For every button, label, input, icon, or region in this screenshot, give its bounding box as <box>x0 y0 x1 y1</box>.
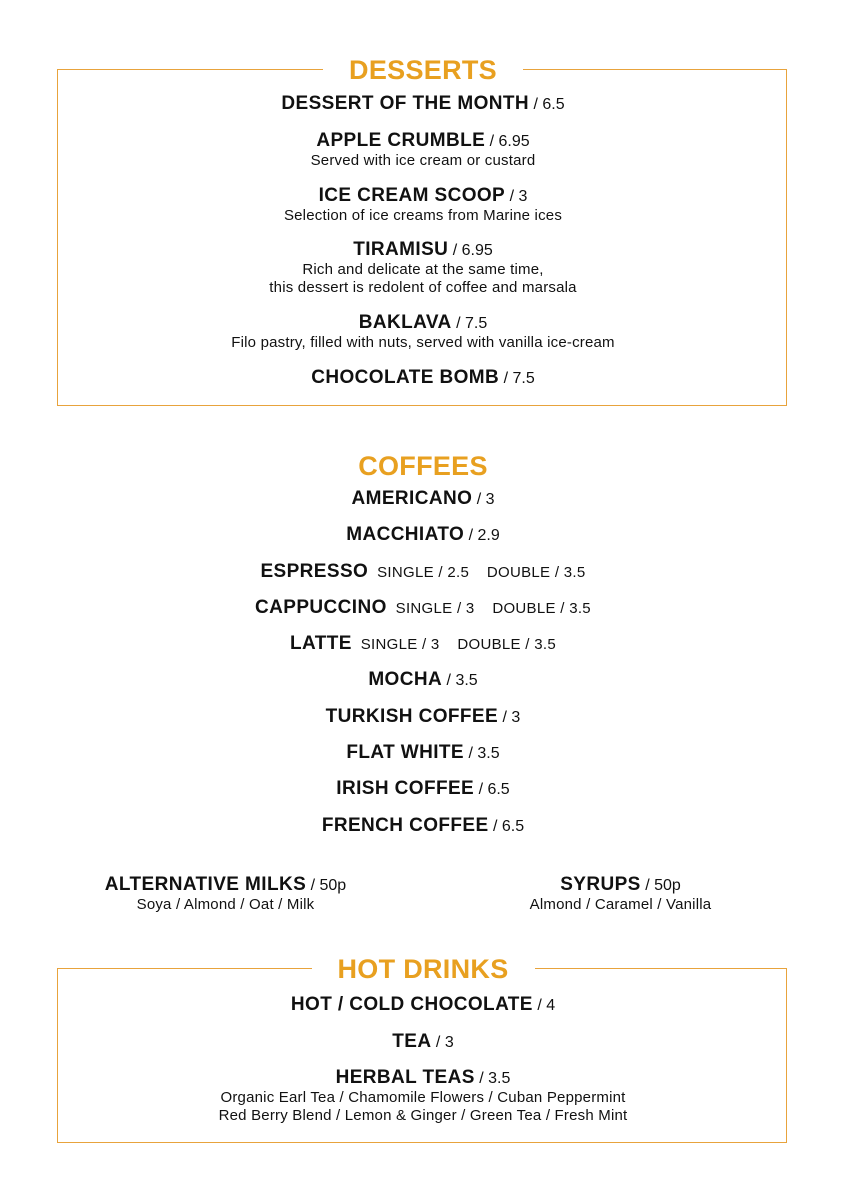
menu-item: CAPPUCCINO SINGLE / 3 DOUBLE / 3.5 <box>255 597 591 618</box>
item-description: Selection of ice creams from Marine ices <box>283 207 563 224</box>
desserts-title: DESSERTS <box>0 54 846 86</box>
desserts-frame <box>57 69 787 406</box>
syrups-options: Almond / Caramel / Vanilla <box>529 896 712 913</box>
menu-item: MOCHA / 3.5 <box>368 669 478 690</box>
menu-item: TEA / 3 <box>392 1031 454 1052</box>
menu-item: IRISH COFFEE / 6.5 <box>336 778 510 799</box>
menu-item: AMERICANO / 3 <box>351 488 495 509</box>
item-description: Filo pastry, filled with nuts, served with vanilla ice-cream <box>231 334 615 351</box>
menu-item: FRENCH COFFEE / 6.5 <box>321 815 525 836</box>
menu-item: ICE CREAM SCOOP / 3 <box>318 185 528 206</box>
syrups: SYRUPS / 50p <box>560 874 681 895</box>
coffees-title: COFFEES <box>0 450 846 482</box>
hot-drinks-title: HOT DRINKS <box>0 953 846 985</box>
menu-item: LATTE SINGLE / 3 DOUBLE / 3.5 <box>290 633 556 654</box>
menu-item: ESPRESSO SINGLE / 2.5 DOUBLE / 3.5 <box>260 561 586 582</box>
menu-item: HERBAL TEAS / 3.5 <box>335 1067 511 1088</box>
item-description: this dessert is redolent of coffee and marsala <box>269 279 577 296</box>
alternative-milks-options: Soya / Almond / Oat / Milk <box>136 896 315 913</box>
item-description: Served with ice cream or custard <box>310 152 536 169</box>
menu-item: TIRAMISU / 6.95 <box>353 239 493 260</box>
menu-item: CHOCOLATE BOMB / 7.5 <box>311 367 535 388</box>
menu-item: BAKLAVA / 7.5 <box>358 312 488 333</box>
menu-item: FLAT WHITE / 3.5 <box>346 742 500 763</box>
menu-item: APPLE CRUMBLE / 6.95 <box>316 130 530 151</box>
menu-item: TURKISH COFFEE / 3 <box>325 706 521 727</box>
menu-item: DESSERT OF THE MONTH / 6.5 <box>281 93 565 114</box>
alternative-milks: ALTERNATIVE MILKS / 50p <box>104 874 347 895</box>
menu-item: MACCHIATO / 2.9 <box>346 524 500 545</box>
menu-item: HOT / COLD CHOCOLATE / 4 <box>290 994 556 1015</box>
item-description: Red Berry Blend / Lemon & Ginger / Green Tea / Fresh Mint <box>218 1107 628 1124</box>
item-description: Rich and delicate at the same time, <box>302 261 544 278</box>
item-description: Organic Earl Tea / Chamomile Flowers / Cuban Peppermint <box>220 1089 626 1106</box>
